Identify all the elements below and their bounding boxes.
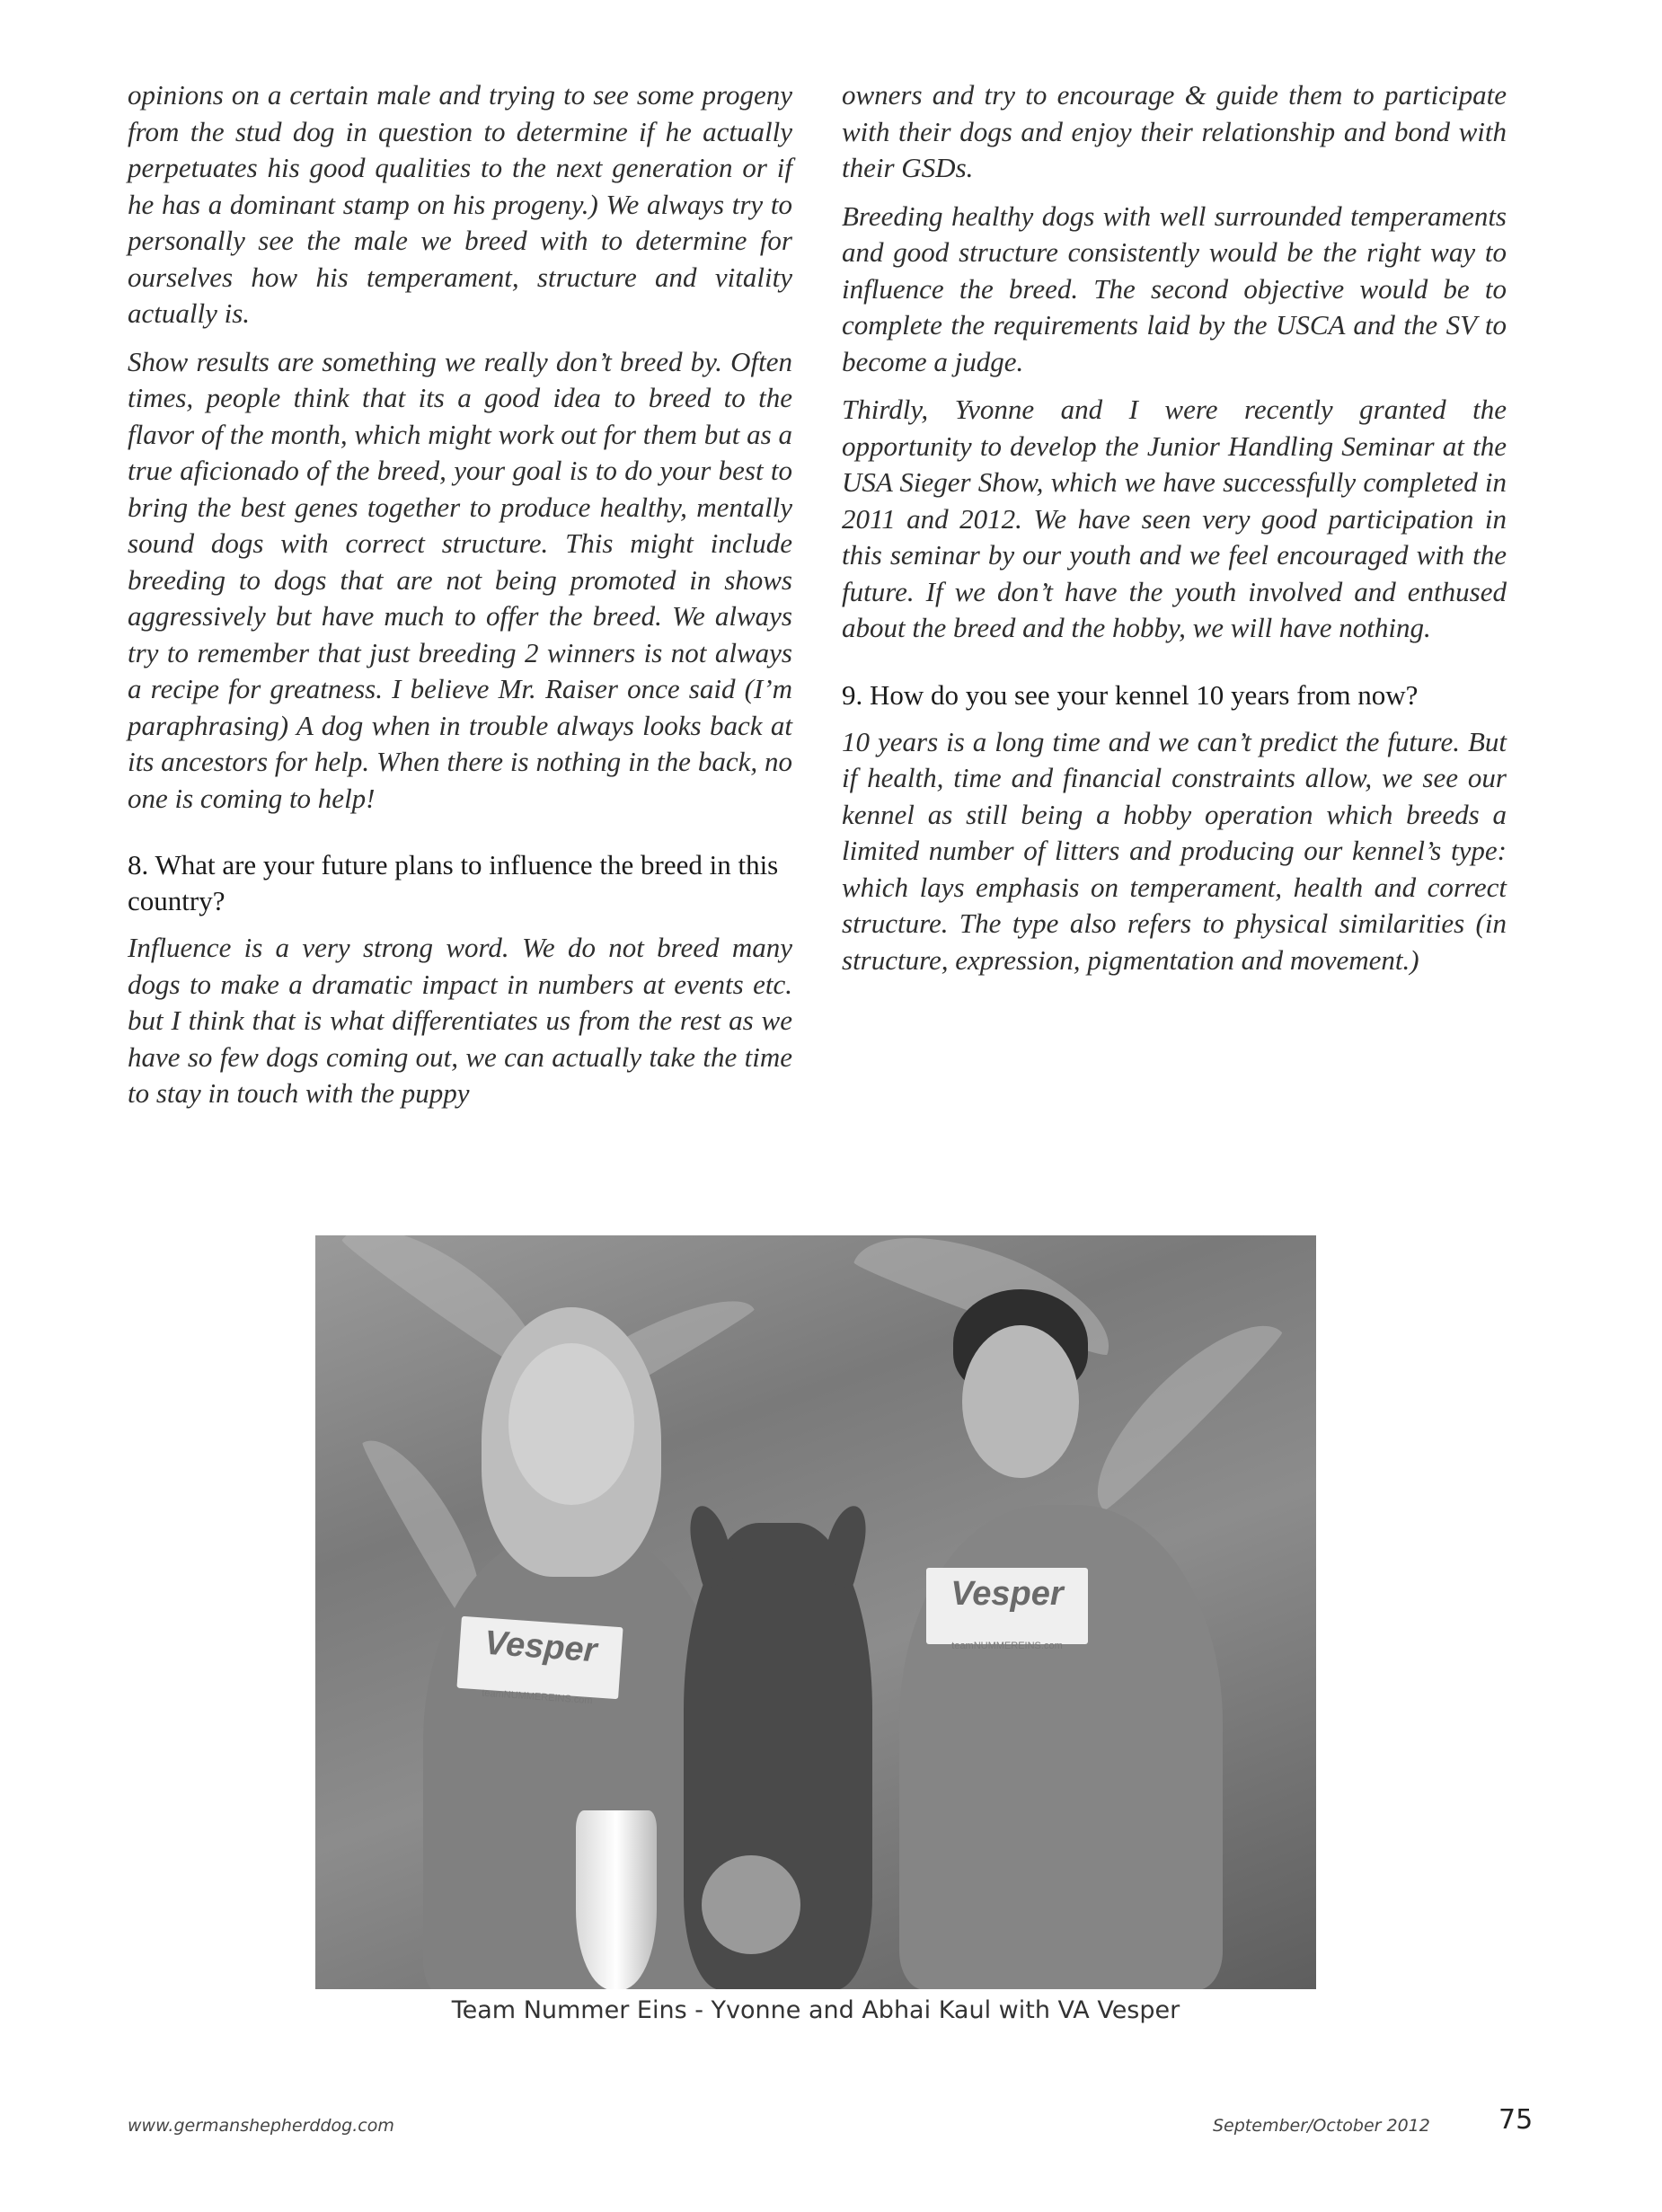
paragraph: Breeding healthy dogs with well surrounded temperaments and good structure consistently would be the right way to influence the breed. The second objective would be to complete the requirements laid by the USCA and the SV to become a judge.	[842, 199, 1507, 377]
paragraph: owners and try to encourage & guide them to participate with their dogs and enjoy their relationship and bond with their GSDs.	[842, 79, 1507, 183]
shirt-logo-text: Vesper	[482, 1624, 598, 1670]
man-face	[962, 1325, 1079, 1478]
page-number: 75	[1498, 2104, 1534, 2136]
paragraph: 10 years is a long time and we can’t predict the future. But if health, time and financial constraints allow, we see our kennel as still being a hobby operation which breeds a limited number of litters and producing our kennel’s type: which lays emphasis on temperament, health and correct structure. The type also refers to physical similarities (in structure, expression, pigmentation and movement.)	[842, 725, 1507, 976]
shirt-logo	[456, 1616, 623, 1707]
question-heading: 8. What are your future plans to influence the breed in this country?	[128, 849, 779, 916]
shirt-logo-subtext: teamNUMMEREINS.com	[951, 1641, 1063, 1651]
woman-face	[508, 1343, 634, 1505]
paragraph: opinions on a certain male and trying to see some progeny from the stud dog in question to determine if he actually perpetuates his good qualities to the next generation or if he has a dominant stamp on his progeny.) We always try to personally see the male we breed with to determine for ourselves how his temperament, structure and vitality actually is.	[128, 79, 792, 329]
left-column	[128, 77, 792, 1124]
footer-issue-date: September/October 2012	[1213, 2116, 1430, 2136]
shirt-logo-subtext: teamNUMMEREINS.com	[481, 1687, 593, 1707]
team-photo	[315, 1235, 1316, 1989]
trophy	[576, 1810, 657, 1989]
rosette	[702, 1855, 800, 1954]
paragraph: Show results are something we really don’t breed by. Often times, people think that its a good idea to breed to the flavor of the month, which might work out for them but as a true aficionado of the breed, your goal is to do your best to bring the best genes together to produce healthy, mentally sound dogs with correct structure. This might include breeding to dogs that are not being promoted in shows aggressively but have much to offer the breed. We always try to remember that just breeding 2 winners is not always a recipe for greatness. I believe Mr. Raiser once said (I’m paraphrasing) A dog when in trouble always looks back at its ancestors for help. When there is nothing in the back, no one is coming to help!	[128, 345, 792, 814]
shirt-logo-text: Vesper	[950, 1575, 1064, 1613]
right-column	[842, 77, 1507, 990]
paragraph: Influence is a very strong word. We do not breed many dogs to make a dramatic impact in numbers at events etc. but I think that is what differentiates us from the rest as we have so few dogs coming out, we can actually take the time to stay in touch with the puppy	[128, 932, 792, 1109]
photo-caption: Team Nummer Eins - Yvonne and Abhai Kaul with VA Vesper	[451, 1996, 1180, 2024]
shirt-logo	[926, 1568, 1088, 1651]
footer-website: www.germanshepherddog.com	[128, 2116, 394, 2136]
paragraph: Thirdly, Yvonne and I were recently granted the opportunity to develop the Junior Handling Seminar at the USA Sieger Show, which we have successfully completed in 2011 and 2012. We have seen very good participation in this seminar by our youth and we feel encouraged with the future. If we don’t have the youth involved and enthused about the breed and the hobby, we will have nothing.	[842, 394, 1507, 643]
question-heading: 9. How do you see your kennel 10 years from now?	[842, 678, 1419, 711]
dog-ear	[818, 1501, 873, 1588]
